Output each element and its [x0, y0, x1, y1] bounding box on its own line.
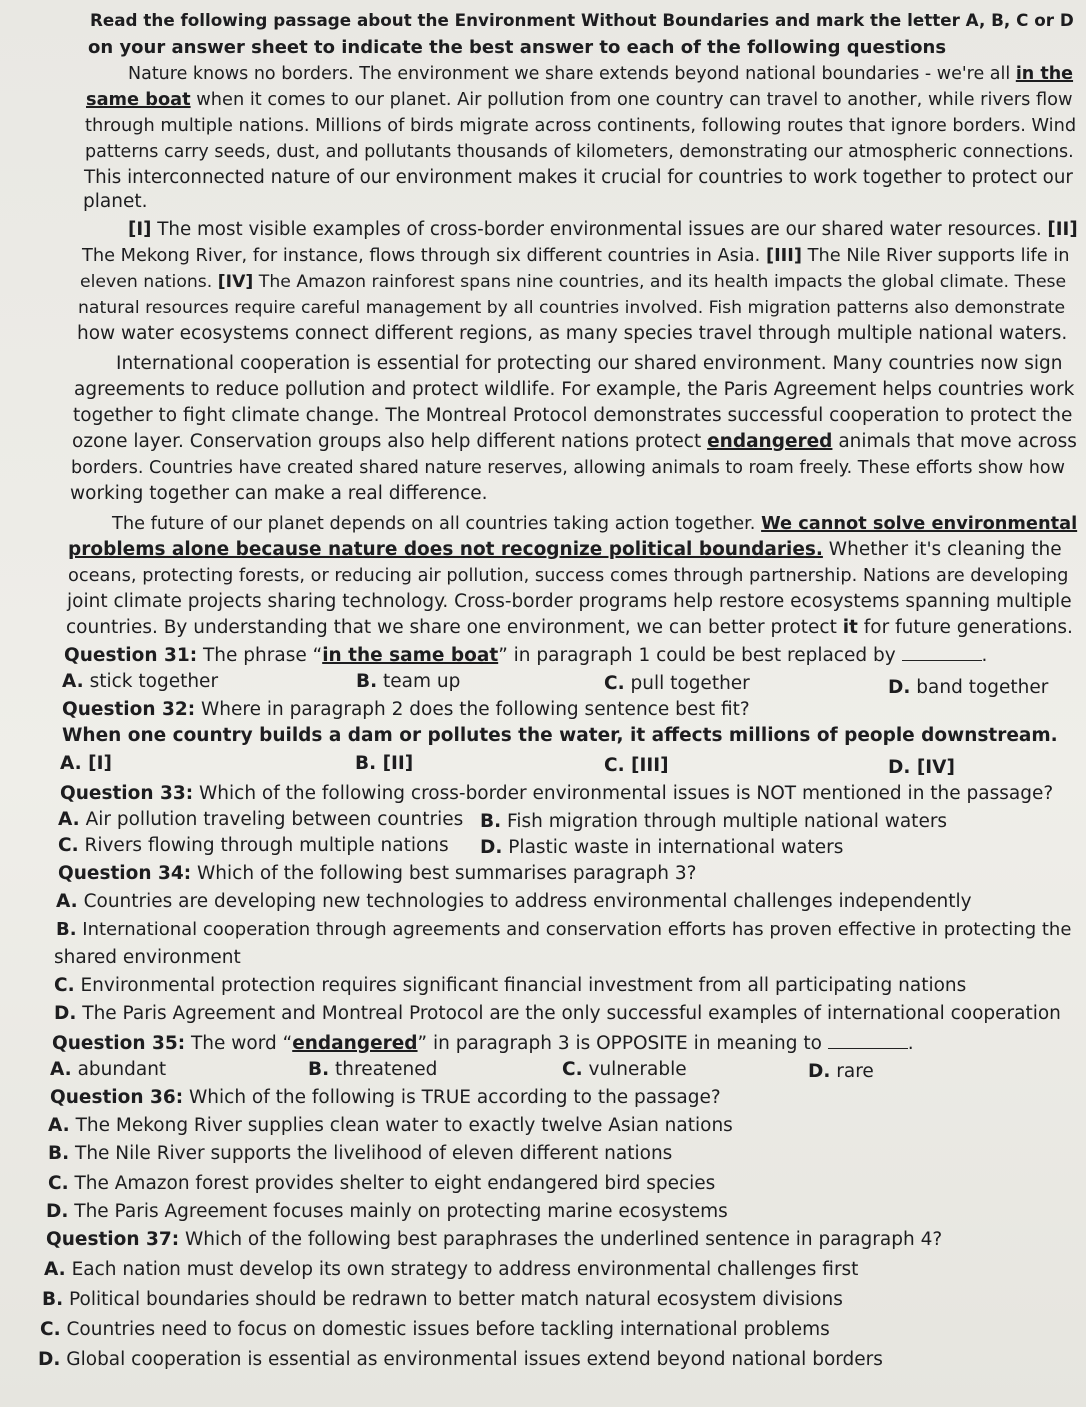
q31-option-a[interactable]: A. stick together [62, 671, 219, 692]
q35-option-c[interactable]: C. vulnerable [562, 1059, 687, 1080]
question-35: Question 35: The word “endangered” in paragraph 3 is OPPOSITE in meaning to . [52, 1033, 914, 1054]
marker-III: [III] [765, 246, 803, 266]
question-34: Question 34: Which of the following best summarises paragraph 3? [58, 863, 697, 884]
q33-option-c[interactable]: C. Rivers flowing through multiple nations [58, 835, 449, 856]
p2-line-4: natural resources require careful management by all countries involved. Fish migration patterns also demonstrate [78, 298, 1066, 318]
p3-line-1: International cooperation is essential for protecting our shared environment. Many countries now sign [116, 353, 1063, 374]
q36-option-d[interactable]: D. The Paris Agreement focuses mainly on protecting marine ecosystems [46, 1201, 728, 1222]
p2-line-1: [I] The most visible examples of cross-border environmental issues are our shared water resources. [II] [128, 219, 1078, 240]
q31-option-b[interactable]: B. team up [356, 671, 461, 692]
q34-option-b[interactable]: B. International cooperation through agreements and conservation efforts has proven effective in protecting the [56, 919, 1072, 940]
marker-IV: [IV] [217, 272, 254, 292]
q33-option-b[interactable]: B. Fish migration through multiple national waters [480, 811, 948, 832]
p1-line-5: This interconnected nature of our environment makes it crucial for countries to work together to protect our [84, 167, 1073, 188]
q37-option-d[interactable]: D. Global cooperation is essential as environmental issues extend beyond national borders [38, 1349, 883, 1370]
instruction-line-1: Read the following passage about the Environment Without Boundaries and mark the letter A, B, C or D [90, 10, 1074, 30]
p1-line-2: same boat when it comes to our planet. Air pollution from one country can travel to another, while rivers flow [86, 90, 1073, 110]
question-37: Question 37: Which of the following best paraphrases the underlined sentence in paragraph 4? [46, 1229, 943, 1250]
q33-option-d[interactable]: D. Plastic waste in international waters [480, 837, 844, 858]
question-33: Question 33: Which of the following cross-border environmental issues is NOT mentioned in the passage? [60, 783, 1054, 804]
q37-option-b[interactable]: B. Political boundaries should be redrawn to better match natural ecosystem divisions [42, 1289, 843, 1310]
p4-line-2: problems alone because nature does not recognize political boundaries. Whether it's cleaning the [68, 539, 1062, 560]
underlined-word: endangered [707, 431, 833, 452]
q37-option-c[interactable]: C. Countries need to focus on domestic issues before tackling international problems [40, 1319, 830, 1340]
underlined-sentence: We cannot solve environmental [761, 514, 1078, 534]
q35-option-a[interactable]: A. abundant [50, 1059, 167, 1080]
instruction-line-2: on your answer sheet to indicate the best answer to each of the following questions [88, 37, 947, 58]
underlined-sentence-cont: problems alone because nature does not recognize political boundaries. [68, 539, 823, 560]
p1-line-6: planet. [83, 191, 148, 212]
referent-it: it [842, 617, 858, 638]
q35-option-b[interactable]: B. threatened [308, 1059, 438, 1080]
q35-option-d[interactable]: D. rare [808, 1061, 874, 1082]
p3-line-2: agreements to reduce pollution and protect wildlife. For example, the Paris Agreement helps countries work [74, 379, 1075, 400]
p4-line-5: countries. By understanding that we share one environment, we can better protect it for future generations. [66, 617, 1073, 638]
q32-option-a[interactable]: A. [I] [60, 753, 112, 774]
answer-blank [828, 1032, 908, 1049]
underlined-phrase: in the [1015, 64, 1074, 84]
p4-line-3: oceans, protecting forests, or reducing air pollution, success comes through partnership. Nations are developing [68, 566, 1069, 586]
p3-line-6: working together can make a real difference. [70, 483, 488, 504]
q32-option-c[interactable]: C. [III] [604, 755, 669, 776]
q36-option-c[interactable]: C. The Amazon forest provides shelter to eight endangered bird species [48, 1173, 716, 1194]
q36-option-a[interactable]: A. The Mekong River supplies clean water to exactly twelve Asian nations [48, 1115, 733, 1136]
q32-sentence: When one country builds a dam or pollutes the water, it affects millions of people downstream. [62, 725, 1058, 746]
q34-option-b-cont: shared environment [54, 947, 241, 968]
question-31: Question 31: The phrase “in the same boat” in paragraph 1 could be best replaced by . [64, 645, 988, 666]
p1-line-4: patterns carry seeds, dust, and pollutants thousands of kilometers, demonstrating our atmospheric connections. [85, 142, 1074, 162]
p3-line-4: ozone layer. Conservation groups also help different nations protect endangered animals that move across [72, 431, 1077, 452]
p2-line-3: eleven nations. [IV] The Amazon rainforest spans nine countries, and its health impacts the global climate. These [80, 272, 1067, 292]
marker-I: [I] [128, 219, 152, 240]
answer-blank [902, 644, 982, 661]
p3-line-5: borders. Countries have created shared nature reserves, allowing animals to roam freely. These efforts show how [71, 458, 1065, 478]
underlined-phrase-cont: same boat [86, 90, 191, 110]
q32-option-d[interactable]: D. [IV] [888, 757, 955, 778]
p2-line-2: The Mekong River, for instance, flows through six different countries in Asia. [III] The Nile River supports life in [82, 246, 1070, 266]
p1-line-1: Nature knows no borders. The environment we share extends beyond national boundaries - we're all in the [128, 64, 1074, 84]
p4-line-4: joint climate projects sharing technology. Cross-border programs help restore ecosystems spanning multiple [67, 591, 1072, 612]
p1-line-3: through multiple nations. Millions of birds migrate across continents, following routes that ignore borders. Wind [85, 116, 1077, 136]
question-36: Question 36: Which of the following is TRUE according to the passage? [50, 1087, 721, 1108]
q32-option-b[interactable]: B. [II] [355, 753, 414, 774]
p2-line-5: how water ecosystems connect different regions, as many species travel through multiple national waters. [77, 323, 1068, 344]
q31-option-d[interactable]: D. band together [888, 677, 1049, 698]
marker-II: [II] [1047, 219, 1078, 240]
q34-option-c[interactable]: C. Environmental protection requires significant financial investment from all participating nations [54, 975, 967, 996]
question-32: Question 32: Where in paragraph 2 does the following sentence best fit? [62, 699, 750, 720]
q31-option-c[interactable]: C. pull together [604, 673, 750, 694]
q37-option-a[interactable]: A. Each nation must develop its own strategy to address environmental challenges first [44, 1259, 859, 1280]
q34-option-a[interactable]: A. Countries are developing new technologies to address environmental challenges independently [56, 891, 972, 912]
q36-option-b[interactable]: B. The Nile River supports the livelihood of eleven different nations [48, 1143, 673, 1164]
p4-line-1: The future of our planet depends on all countries taking action together. We cannot solve environmental [112, 514, 1078, 534]
q34-option-d[interactable]: D. The Paris Agreement and Montreal Protocol are the only successful examples of international cooperation [54, 1003, 1061, 1024]
q33-option-a[interactable]: A. Air pollution traveling between countries [58, 809, 464, 830]
p3-line-3: together to fight climate change. The Montreal Protocol demonstrates successful cooperation to protect the [73, 405, 1073, 426]
